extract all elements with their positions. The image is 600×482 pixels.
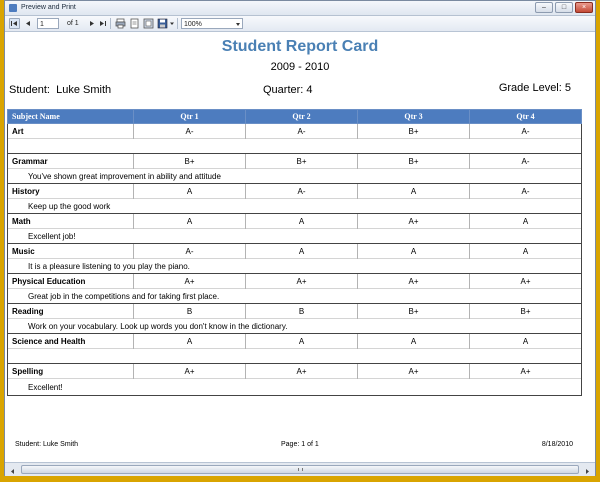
column-header: Qtr 1 (134, 110, 246, 124)
scroll-left-button[interactable] (7, 464, 19, 475)
grade-cell: A+ (246, 364, 358, 379)
grade-cell: B+ (470, 304, 582, 319)
quarter-value: 4 (306, 84, 313, 96)
teacher-comment: You've shown great improvement in ability and attitude (8, 169, 582, 184)
zoom-select[interactable] (181, 18, 243, 29)
chevron-down-icon (236, 23, 240, 26)
comment-row (8, 139, 582, 154)
grade-cell: A- (470, 154, 582, 169)
prev-page-icon (24, 18, 33, 29)
zoom-value: 100% (184, 21, 202, 28)
grade-row (8, 214, 582, 229)
grade-cell: B+ (358, 304, 470, 319)
grade-cell: A (134, 184, 246, 199)
teacher-comment: Great job in the competitions and for taking first place. (8, 289, 582, 304)
scrollbar-thumb[interactable] (21, 465, 579, 474)
grade-cell: B+ (358, 154, 470, 169)
comment-row (8, 349, 582, 364)
grade-cell: B+ (246, 154, 358, 169)
grade-level-value: 5 (564, 82, 571, 94)
footer-page: Page: 1 of 1 (281, 441, 319, 448)
subject-name: Spelling (8, 364, 134, 379)
report-year: 2009 - 2010 (270, 61, 330, 73)
comment-row (8, 169, 582, 184)
grade-cell: A (470, 334, 582, 349)
grade-cell: A- (246, 184, 358, 199)
comment-row (8, 229, 582, 244)
grade-row (8, 124, 582, 139)
teacher-comment: It is a pleasure listening to you play the piano. (8, 259, 582, 274)
close-button[interactable]: × (575, 2, 593, 13)
scroll-right-button[interactable] (581, 464, 593, 475)
comment-row (8, 379, 582, 396)
page-number-input[interactable]: 1 (37, 18, 59, 29)
grade-cell: B (246, 304, 358, 319)
teacher-comment: Excellent job! (8, 229, 582, 244)
grade-cell: A+ (134, 364, 246, 379)
maximize-button[interactable]: □ (555, 2, 573, 13)
page-setup-button[interactable] (129, 18, 140, 29)
grade-cell: A (246, 214, 358, 229)
grade-cell: A- (470, 124, 582, 139)
grade-cell: A (358, 334, 470, 349)
grade-cell: A (470, 214, 582, 229)
dropdown-icon (169, 18, 175, 29)
last-page-icon (98, 18, 107, 29)
grade-cell: B+ (358, 124, 470, 139)
student-info (9, 84, 111, 96)
teacher-comment (8, 139, 582, 154)
grade-cell: A+ (358, 274, 470, 289)
comment-row (8, 289, 582, 304)
scroll-right-icon (581, 466, 593, 477)
grade-row (8, 304, 582, 319)
grade-cell: A (470, 244, 582, 259)
comment-row (8, 259, 582, 274)
comment-row (8, 319, 582, 334)
prev-page-button[interactable] (24, 18, 33, 29)
grade-row (8, 334, 582, 349)
first-page-icon (10, 19, 19, 28)
next-page-icon (87, 18, 96, 29)
toolbar-separator (110, 18, 111, 29)
subject-name: Reading (8, 304, 134, 319)
grade-level-info (499, 82, 571, 94)
grade-row (8, 154, 582, 169)
print-layout-button[interactable] (143, 18, 154, 29)
grade-cell: A+ (470, 364, 582, 379)
subject-name: History (8, 184, 134, 199)
grade-row (8, 244, 582, 259)
grade-cell: A- (134, 244, 246, 259)
grade-cell: A (246, 334, 358, 349)
report-page (5, 32, 595, 462)
minimize-button[interactable]: – (535, 2, 553, 13)
comment-row (8, 199, 582, 214)
footer-student: Student: Luke Smith (15, 441, 79, 448)
grade-cell: A (358, 184, 470, 199)
grade-cell: A+ (246, 274, 358, 289)
grade-cell: A (246, 244, 358, 259)
title-bar[interactable] (5, 1, 595, 16)
teacher-comment: Keep up the good work (8, 199, 582, 214)
save-button[interactable] (157, 18, 168, 29)
page-total-label: of 1 (67, 20, 79, 27)
app-icon (9, 4, 17, 12)
save-icon (157, 18, 168, 29)
grade-cell: A+ (470, 274, 582, 289)
print-icon (115, 18, 126, 29)
footer-date: 8/18/2010 (541, 441, 573, 448)
subject-name: Math (8, 214, 134, 229)
grade-cell: A- (470, 184, 582, 199)
subject-name: Art (8, 124, 134, 139)
grade-cell: B (134, 304, 246, 319)
report-title: Student Report Card (221, 38, 379, 55)
subject-name: Physical Education (8, 274, 134, 289)
quarter-label: Quarter: (263, 84, 304, 96)
preview-window (4, 0, 596, 476)
student-name: Luke Smith (56, 84, 112, 96)
subject-name: Music (8, 244, 134, 259)
teacher-comment (8, 349, 582, 364)
teacher-comment: Excellent! (8, 379, 582, 396)
subject-name: Science and Health (8, 334, 134, 349)
grade-cell: A+ (134, 274, 246, 289)
grade-cell: A- (246, 124, 358, 139)
grade-row (8, 274, 582, 289)
grade-cell: A (358, 244, 470, 259)
last-page-button[interactable] (98, 18, 107, 29)
next-page-button[interactable] (87, 18, 96, 29)
column-header: Qtr 4 (470, 110, 582, 124)
page-setup-icon (129, 18, 140, 29)
grade-cell: A (134, 214, 246, 229)
subject-name: Grammar (8, 154, 134, 169)
scroll-left-icon (7, 466, 19, 477)
grade-cell: A+ (358, 364, 470, 379)
grade-level-label: Grade Level: (498, 82, 562, 94)
grade-cell: A+ (358, 214, 470, 229)
print-button[interactable] (115, 18, 126, 29)
horizontal-scrollbar[interactable] (5, 462, 595, 476)
teacher-comment: Work on your vocabulary. Look up words you don't know in the dictionary. (8, 319, 582, 334)
preview-toolbar (5, 16, 595, 32)
column-header: Subject Name (8, 110, 134, 124)
quarter-info (263, 84, 313, 96)
grip-icon (298, 468, 303, 471)
grade-cell: B+ (134, 154, 246, 169)
grade-cell: A (134, 334, 246, 349)
grades-table (7, 109, 582, 396)
student-label: Student: (9, 84, 50, 96)
toolbar-separator (177, 18, 178, 29)
grade-row (8, 184, 582, 199)
first-page-button[interactable] (9, 18, 20, 29)
column-header: Qtr 2 (246, 110, 358, 124)
grades-header-row (8, 110, 582, 124)
grade-row (8, 364, 582, 379)
save-dropdown-button[interactable] (169, 18, 175, 29)
print-layout-icon (143, 18, 154, 29)
window-title: Preview and Print (21, 4, 76, 11)
column-header: Qtr 3 (358, 110, 470, 124)
grade-cell: A- (134, 124, 246, 139)
